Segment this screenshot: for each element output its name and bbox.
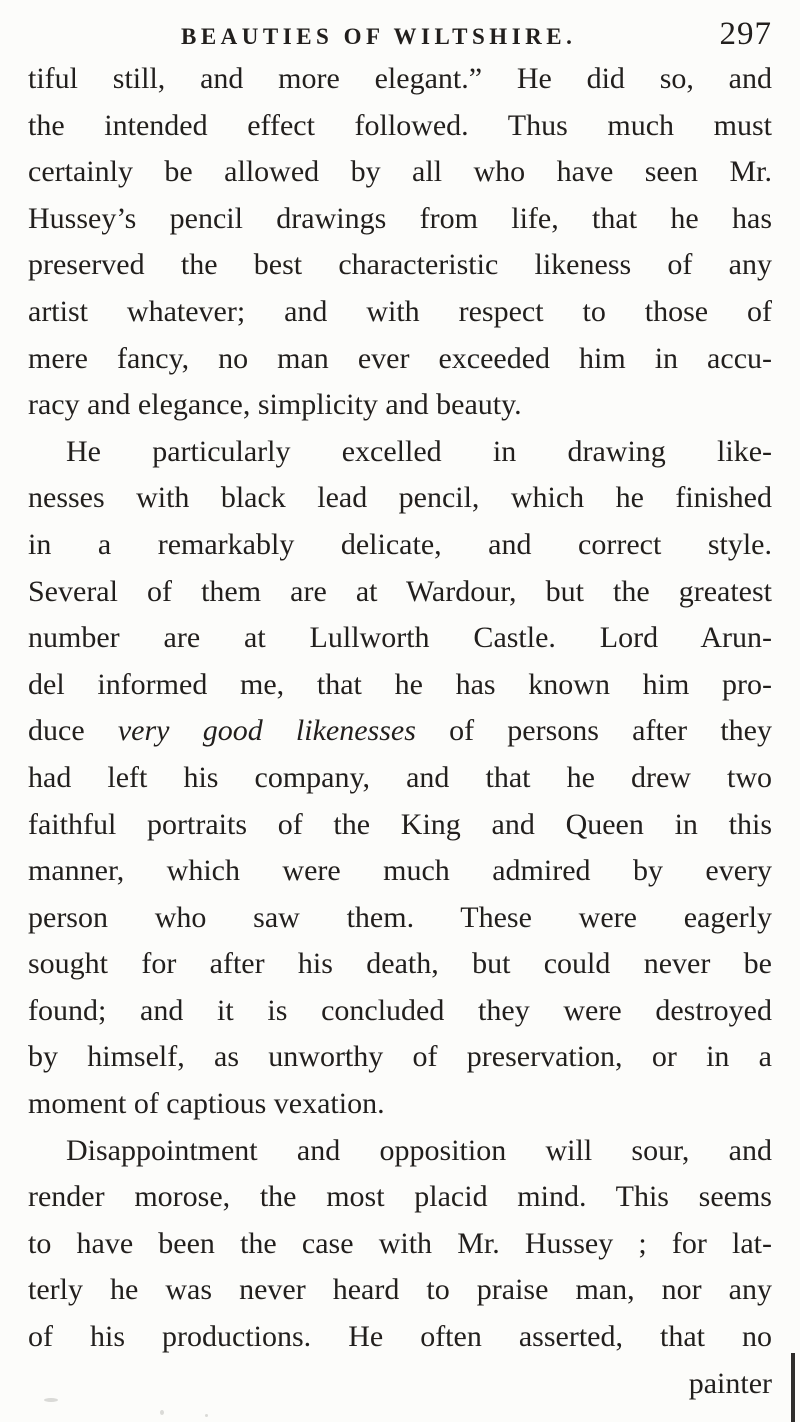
text-line [28, 242, 772, 289]
text-line [28, 1034, 772, 1081]
running-title: BEAUTIES OF WILTSHIRE. [181, 24, 577, 49]
text-run: He particularly excelled in drawing like- [66, 434, 772, 468]
scan-smudge [205, 1414, 208, 1417]
text-run: certainly be allowed by all who have seen Mr. [28, 155, 772, 189]
text-line [28, 708, 772, 755]
text-line [28, 755, 772, 802]
text-line [28, 1081, 772, 1128]
catchword-line [28, 1361, 772, 1408]
text-run: faithful portraits of the King and Queen in this [28, 807, 772, 841]
page-number: 297 [719, 16, 772, 52]
scan-smudge [44, 1398, 58, 1402]
text-line [28, 56, 772, 103]
text-run: of his productions. He often asserted, that no [28, 1320, 772, 1354]
text-run: by himself, as unworthy of preservation, or in a [28, 1040, 772, 1074]
text-run: nesses with black lead pencil, which he finished [28, 481, 772, 515]
text-run: to have been the case with Mr. Hussey ; for lat- [28, 1226, 772, 1260]
text-run: Several of them are at Wardour, but the greatest [28, 574, 772, 608]
text-line [28, 569, 772, 616]
scan-smudge [160, 1410, 164, 1415]
text-run: moment of captious vexation. [28, 1087, 385, 1121]
text-line [28, 1314, 772, 1361]
text-run: in a remarkably delicate, and correct style. [28, 527, 772, 561]
text-line [28, 522, 772, 569]
text-run: duce [28, 714, 118, 748]
text-run: the intended effect followed. Thus much must [28, 108, 772, 142]
text-line [28, 1128, 772, 1175]
text-line [28, 103, 772, 150]
text-run: sought for after his death, but could never be [28, 947, 772, 981]
text-line [28, 1267, 772, 1314]
text-run: Hussey’s pencil drawings from life, that he has [28, 201, 772, 235]
text-line [28, 941, 772, 988]
text-line [28, 615, 772, 662]
text-line [28, 289, 772, 336]
text-line [28, 475, 772, 522]
text-line [28, 802, 772, 849]
text-run: manner, which were much admired by every [28, 854, 772, 888]
text-line [28, 336, 772, 383]
text-line [28, 149, 772, 196]
text-line [28, 382, 772, 429]
text-run: number are at Lullworth Castle. Lord Arun- [28, 621, 772, 655]
text-run: racy and elegance, simplicity and beauty. [28, 388, 522, 422]
text-run: tiful still, and more elegant.” He did so, and [28, 62, 772, 95]
text-run: artist whatever; and with respect to those of [28, 294, 772, 328]
text-run: terly he was never heard to praise man, nor any [28, 1273, 772, 1307]
page-header [0, 10, 800, 58]
text-line [28, 1174, 772, 1221]
text-line [28, 1221, 772, 1268]
text-line [28, 662, 772, 709]
scan-edge-artifact [791, 1353, 795, 1422]
text-run: del informed me, that he has known him pro- [28, 667, 772, 701]
text-run: mere fancy, no man ever exceeded him in accu- [28, 341, 772, 375]
text-run: had left his company, and that he drew two [28, 760, 772, 794]
italic-phrase: very good likenesses [117, 714, 416, 748]
text-block [28, 56, 772, 1407]
text-line [28, 429, 772, 476]
text-line [28, 848, 772, 895]
text-line [28, 895, 772, 942]
text-run: of persons after they [415, 714, 772, 748]
text-run: render morose, the most placid mind. This seems [28, 1180, 772, 1214]
text-run: person who saw them. These were eagerly [28, 900, 772, 934]
text-run: painter [688, 1366, 772, 1400]
text-line [28, 988, 772, 1035]
text-run: found; and it is concluded they were destroyed [28, 993, 772, 1027]
text-line [28, 196, 772, 243]
text-run: preserved the best characteristic likeness of any [28, 248, 772, 282]
text-run: Disappointment and opposition will sour, and [66, 1133, 772, 1167]
